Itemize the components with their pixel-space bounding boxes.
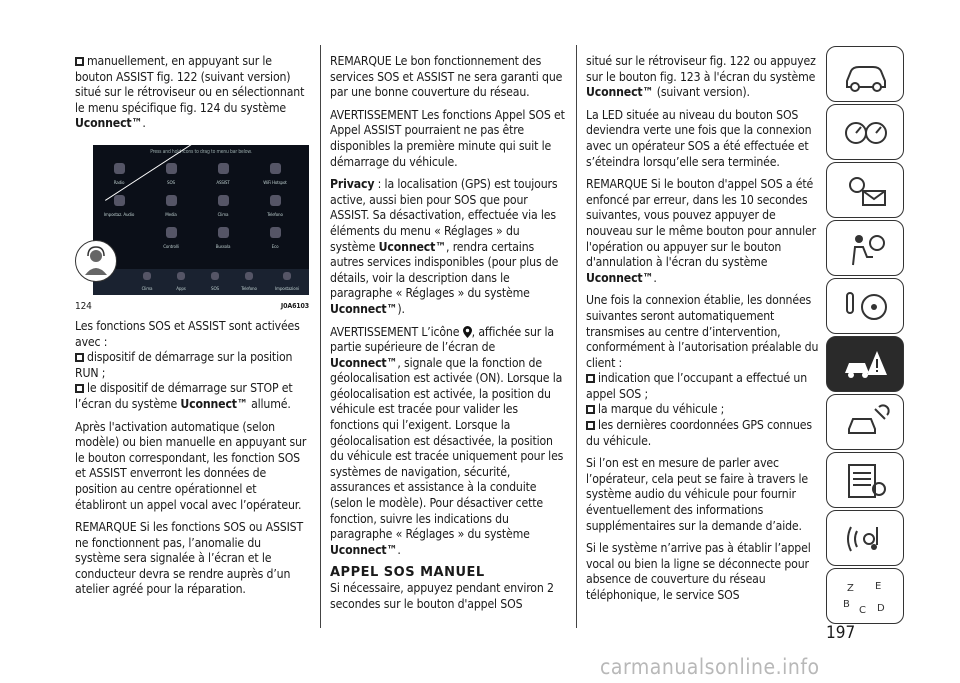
- column-1: [75, 54, 309, 605]
- column-divider: [576, 45, 577, 628]
- screen-tile: WiFi Hotspot: [259, 163, 291, 192]
- chapter-tab-car[interactable]: [826, 46, 904, 102]
- screen-tile: Media: [155, 195, 187, 224]
- screen-topbar-text: Press and hold icons to drag to menu bar below.: [150, 148, 252, 155]
- uconnect-screen-image: [93, 145, 309, 295]
- paragraph: situé sur le rétroviseur fig. 122 ou appuyez sur le bouton fig. 123 à l'écran du système Uconnect™ (suivant version).: [586, 54, 816, 100]
- figure-id: J0A6103: [280, 302, 309, 311]
- bullet-icon: [586, 374, 595, 383]
- paragraph: Si le système n’arrive pas à établir l’appel vocal ou bien la ligne se déconnecte pour absence de couverture du réseau téléphonique, le service SOS: [586, 541, 811, 602]
- screen-tile: Telefono: [259, 195, 291, 224]
- dashboard-icon: [841, 113, 891, 153]
- location-pin-icon: [463, 326, 472, 338]
- figure-124: [75, 140, 309, 315]
- emergency-crash-icon: [841, 345, 891, 385]
- bullet-item: le dispositif de démarrage sur STOP et l’écran du système Uconnect™ allumé.: [75, 381, 293, 411]
- paragraph: Après l'activation automatique (selon modèle) ou bien manuelle en appuyant sur le bouton correspondant, les fonction SOS et ASSIST enverront les données de position au centre opérationnel et établiront un appel vocal avec l’opérateur.: [75, 419, 307, 512]
- section-heading: APPEL SOS MANUEL: [330, 565, 485, 581]
- chapter-tab-maintenance[interactable]: [826, 394, 904, 450]
- bullet-item: indication que l’occupant a effectué un appel SOS ;: [586, 371, 807, 401]
- chapter-tab-starting-driving[interactable]: [826, 278, 904, 334]
- page-number: 197: [826, 623, 856, 643]
- column-3: [586, 54, 822, 611]
- chapter-tab-technical-data[interactable]: [826, 452, 904, 508]
- screen-dock: Clima Apps SOS Telefono Impostazioni: [93, 269, 309, 295]
- chapter-tab-multimedia[interactable]: [826, 510, 904, 566]
- bullet-item: la marque du véhicule ;: [586, 402, 822, 418]
- screen-tile: Impostaz. Audio: [103, 195, 135, 224]
- car-icon: [841, 55, 891, 95]
- paragraph: REMARQUE Le bon fonctionnement des services SOS et ASSIST ne sera garanti que par une bonne couverture du réseau.: [330, 54, 563, 100]
- bullet-item: dispositif de démarrage sur la position RUN ;: [75, 350, 293, 380]
- paragraph: manuellement, en appuyant sur le bouton ASSIST fig. 122 (suivant version) situé sur le rétroviseur ou en sélectionnant le menu spécifique fig. 124 du système Uconnect™.: [75, 54, 305, 131]
- paragraph: REMARQUE Si les fonctions SOS ou ASSIST ne fonctionnent pas, l’anomalie du système sera signalée à l’écran et le conducteur devra se rendre auprès d’un atelier agréé pour la réparation.: [75, 520, 304, 597]
- figure-number: 124: [75, 301, 92, 313]
- paragraph: Si l’on est en mesure de parler avec l’opérateur, cela peut se faire à travers le système audio du véhicule pour fournir éventuellement des informations supplémentaires sur la demande d’aide.: [586, 456, 808, 533]
- paragraph: La LED située au niveau du bouton SOS deviendra verte une fois que la connexion avec un opérateur SOS a été effectuée et s’éteindra lorsqu’elle sera terminée.: [586, 107, 812, 169]
- screen-tile: Radio: [103, 163, 135, 192]
- bullet-icon: [75, 353, 84, 362]
- svg-text:E: E: [875, 581, 882, 592]
- chapter-tab-safety[interactable]: [826, 220, 904, 276]
- bullet-icon: [586, 421, 595, 430]
- paragraph: AVERTISSEMENT Les fonctions Appel SOS et Appel ASSIST pourraient ne pas être disponibles la première minute qui suit le démarrage du véhicule.: [330, 107, 565, 169]
- watermark: carmanualsonline.info: [600, 655, 820, 679]
- bullet-icon: [586, 405, 595, 414]
- svg-text:B: B: [843, 599, 850, 610]
- paragraph: AVERTISSEMENT L’icône , affichée sur la partie supérieure de l’écran de Uconnect™, signale que la fonction de géolocalisation est activée (ON). Lorsque la géolocalisation est activée, la position du véhicule est tracée pour valider les fonctions qui l’exigent. Lorsque la géolocalisation est désactivée, la position du véhicule est tracée uniquement pour les systèmes de navigation, sécurité, assurances et assistance à la conduite (selon le modèle). Pour désactiver cette fonction, suivre les indications du paragraphe « Réglages » du système Uconnect™.: [330, 324, 564, 557]
- column-2: [330, 54, 565, 619]
- chapter-tab-emergency[interactable]: [826, 336, 904, 392]
- svg-text:C: C: [859, 605, 866, 616]
- screen-tile: ASSIST: [207, 163, 239, 192]
- paragraph: Une fois la connexion établie, les données suivantes seront automatiquement transmises au centre d’intervention, conformément à l’autorisation préalable du client :: [586, 293, 819, 370]
- paragraph: Les fonctions SOS et ASSIST sont activées avec :: [75, 318, 300, 349]
- column-divider: [320, 45, 321, 628]
- operator-headset-icon: [75, 240, 117, 282]
- bullet-icon: [75, 57, 84, 66]
- chapter-tab-dashboard[interactable]: [826, 104, 904, 160]
- chapter-tab-warnings[interactable]: [826, 162, 904, 218]
- multimedia-icon: [841, 519, 891, 559]
- chapter-tab-index[interactable]: [826, 568, 904, 624]
- svg-text:Z: Z: [847, 583, 854, 594]
- screen-tile: SOS: [155, 163, 187, 192]
- svg-text:D: D: [877, 603, 885, 614]
- screen-tile: Clima: [207, 195, 239, 224]
- airbag-seat-icon: [841, 229, 891, 269]
- paragraph: REMARQUE Si le bouton d'appel SOS a été enfoncé par erreur, dans les 10 secondes suivantes, vous pouvez appuyer de nouveau sur le même bouton pour annuler l'opération ou appuyer sur le bouton d'annulation à l'écran du système Uconnect™.: [586, 177, 816, 285]
- technical-data-icon: [841, 461, 891, 501]
- screen-tile: Controlli: [155, 227, 187, 256]
- index-alphabet-icon: [841, 577, 891, 617]
- screen-tile: Bussola: [207, 227, 239, 256]
- wrench-car-icon: [841, 403, 891, 443]
- bullet-item: les dernières coordonnées GPS connues du véhicule.: [586, 418, 812, 448]
- warning-light-message-icon: [841, 171, 891, 211]
- paragraph: Privacy : la localisation (GPS) est toujours active, aussi bien pour SOS que pour ASSIST. Sa désactivation, effectuée via les éléments du menu « Réglages » du système Uconnect™, rendra certains autres services indisponibles (pour plus de détails, voir la description dans le paragraphe « Réglages » du système Uconnect™).: [330, 177, 559, 316]
- screen-tile: Eco: [259, 227, 291, 256]
- bullet-icon: [75, 384, 84, 393]
- paragraph: Si nécessaire, appuyez pendant environ 2 secondes sur le bouton d'appel SOS: [330, 581, 554, 611]
- tools-steering-wheel-icon: [841, 287, 891, 327]
